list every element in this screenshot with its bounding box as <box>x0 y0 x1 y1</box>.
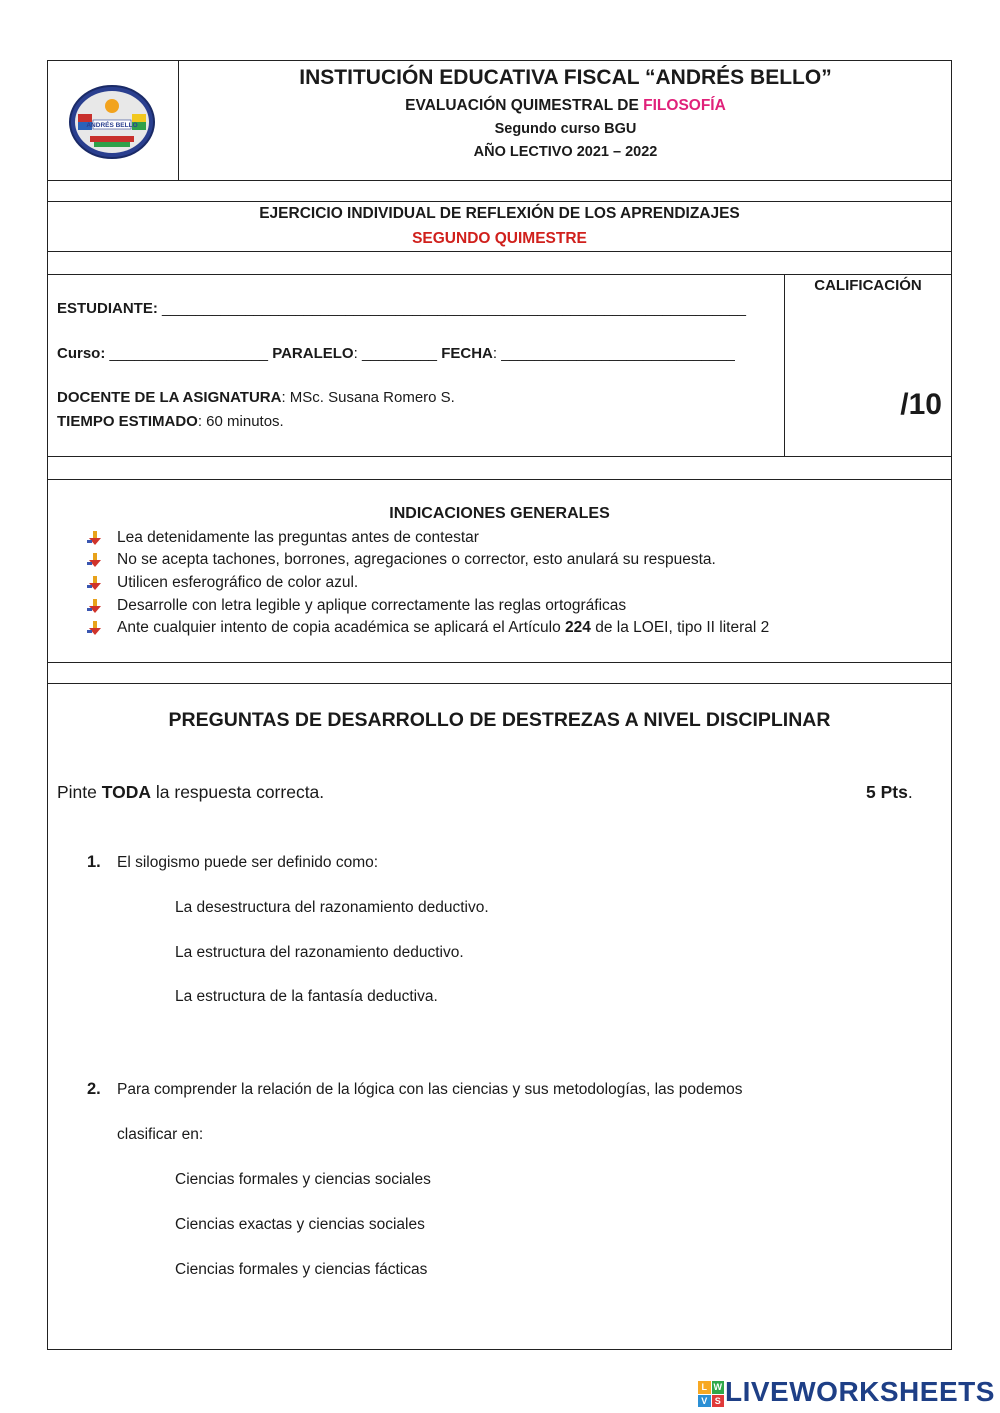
questions-instruction <box>57 782 324 803</box>
arrow-bullet-icon <box>87 598 103 614</box>
student-name-field[interactable]: ______________________________________________________________________ <box>162 300 746 317</box>
instruction-item <box>87 617 769 639</box>
instruction-item <box>87 572 358 594</box>
answer-option[interactable]: Ciencias formales y ciencias fácticas <box>175 1261 428 1278</box>
article-number: 224 <box>565 619 591 636</box>
paralelo-sep: : <box>353 345 358 362</box>
instruction-text <box>117 619 769 637</box>
arrow-bullet-icon <box>87 620 103 636</box>
school-logo <box>68 84 156 160</box>
question-text-continued: clasificar en: <box>117 1126 204 1143</box>
time-label: TIEMPO ESTIMADO <box>57 413 198 430</box>
exercise-subtitle: SEGUNDO QUIMESTRE <box>412 230 587 247</box>
liveworksheets-badge <box>698 1381 724 1407</box>
student-row <box>57 300 746 317</box>
instruction-text: Lea detenidamente las preguntas antes de contestar <box>117 529 479 546</box>
question-text: El silogismo puede ser definido como: <box>117 854 379 871</box>
instruction-item <box>87 527 479 549</box>
points-label: 5 Pts <box>866 782 908 802</box>
badge-letter: S <box>712 1395 725 1408</box>
course-line: Segundo curso BGU <box>494 121 637 137</box>
question-text: Para comprender la relación de la lógica con las ciencias y sus metodologías, las podemos <box>117 1081 743 1098</box>
institution-title: INSTITUCIÓN EDUCATIVA FISCAL “ANDRÉS BELLO” <box>299 66 832 89</box>
exercise-title: EJERCICIO INDIVIDUAL DE REFLEXIÓN DE LOS APRENDIZAJES <box>259 205 740 222</box>
evaluation-prefix: EVALUACIÓN QUIMESTRAL DE <box>405 97 644 114</box>
student-label: ESTUDIANTE: <box>57 300 158 317</box>
instruction-text: Desarrolle con letra legible y aplique correctamente las reglas ortográficas <box>117 597 627 614</box>
badge-letter: V <box>698 1395 711 1408</box>
evaluation-line <box>179 97 952 115</box>
spacer-row-2 <box>47 251 952 275</box>
answer-option[interactable]: Ciencias formales y ciencias sociales <box>175 1171 431 1188</box>
spacer-row-3 <box>47 456 952 480</box>
points-dot: . <box>907 782 913 802</box>
question-number: 2. <box>87 1080 101 1098</box>
instructions-title: INDICACIONES GENERALES <box>389 505 610 522</box>
arrow-bullet-icon <box>87 575 103 591</box>
paralelo-label: PARALELO <box>272 345 354 362</box>
points-value <box>866 782 913 803</box>
fecha-label: FECHA <box>441 345 493 362</box>
arrow-bullet-icon <box>87 552 103 568</box>
instruction-suffix: de la LOEI, tipo II literal 2 <box>590 619 770 636</box>
logo-text: ANDRÉS BELLO <box>86 122 138 129</box>
time-value: : 60 minutos. <box>197 413 284 430</box>
badge-letter: W <box>713 1382 722 1393</box>
arrow-bullet-icon <box>87 530 103 546</box>
spacer-row-1 <box>47 180 952 202</box>
course-field[interactable]: ___________________ <box>109 345 269 362</box>
teacher-value: : MSc. Susana Romero S. <box>281 389 455 406</box>
teacher-row <box>57 389 455 406</box>
year-line: AÑO LECTIVO 2021 – 2022 <box>473 144 658 160</box>
badge-letter: L <box>698 1381 711 1394</box>
answer-option[interactable]: La desestructura del razonamiento deductivo. <box>175 899 489 916</box>
answer-option[interactable]: La estructura de la fantasía deductiva. <box>175 988 438 1005</box>
answer-option[interactable]: La estructura del razonamiento deductivo. <box>175 944 464 961</box>
instruction-emphasis: TODA <box>101 782 152 802</box>
grade-value: /10 <box>900 388 942 421</box>
course-row <box>57 345 735 362</box>
subject-name: FILOSOFÍA <box>643 97 726 114</box>
answer-option[interactable]: Ciencias exactas y ciencias sociales <box>175 1216 425 1233</box>
fecha-sep: : <box>492 345 498 362</box>
instruction-item <box>87 595 626 617</box>
grade-divider <box>784 274 785 457</box>
time-row <box>57 413 284 430</box>
instruction-text: Utilicen esferográfico de color azul. <box>117 574 359 591</box>
questions-title: PREGUNTAS DE DESARROLLO DE DESTREZAS A NIVEL DISCIPLINAR <box>168 709 831 731</box>
instruction-prefix: Pinte <box>57 782 102 802</box>
spacer-row-4 <box>47 662 952 684</box>
instruction-item <box>87 549 716 571</box>
instruction-suffix: la respuesta correcta. <box>151 782 325 802</box>
teacher-label: DOCENTE DE LA ASIGNATURA <box>57 389 282 406</box>
question-number: 1. <box>87 853 101 871</box>
course-label: Curso: <box>57 345 106 362</box>
instruction-prefix: Ante cualquier intento de copia académica se aplicará el Artículo <box>117 619 566 636</box>
instruction-text: No se acepta tachones, borrones, agregaciones o corrector, esto anulará su respuesta. <box>117 551 716 568</box>
fecha-field[interactable]: ____________________________ <box>501 345 735 362</box>
liveworksheets-logo-text: LIVEWORKSHEETS <box>725 1376 995 1407</box>
grade-label: CALIFICACIÓN <box>814 277 922 294</box>
paralelo-field[interactable]: _________ <box>361 345 438 362</box>
